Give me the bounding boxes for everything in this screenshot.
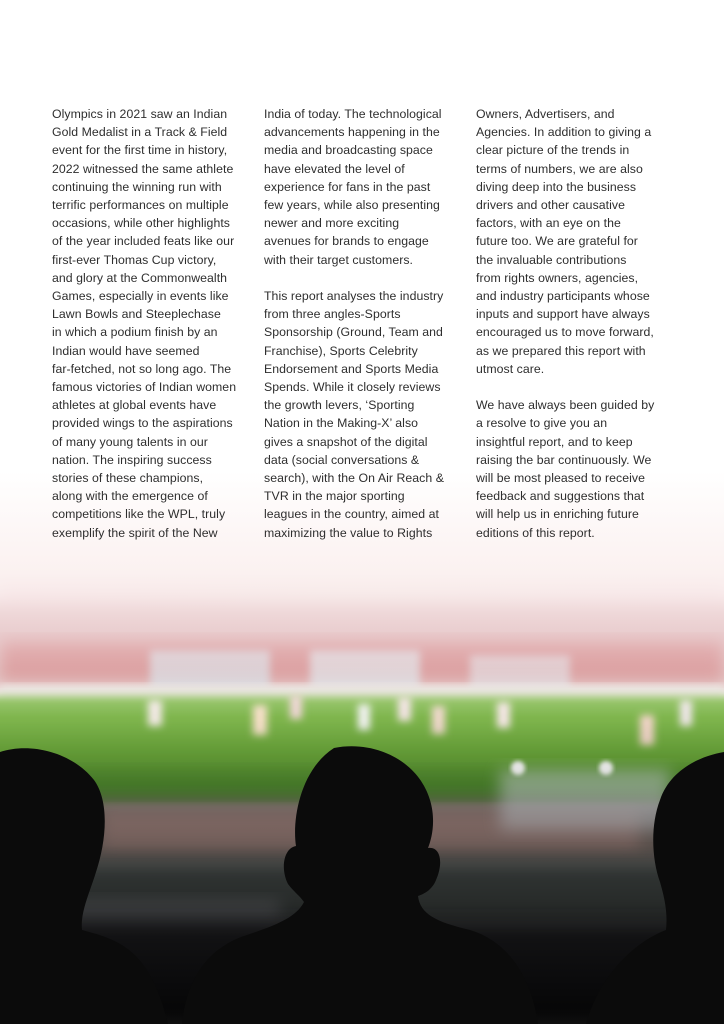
text-column-2 [264,105,462,542]
paragraph: Owners, Advertisers, and Agencies. In addition to giving a clear picture of the trends in terms of numbers, we are also diving deep into the business drivers and other causative factors, with an eye on the future too. We are grateful for the invaluable contributions from rights owners, agencies, and industry participants whose inputs and support have always encouraged us to move forward, as we prepared this report with utmost care. [476,107,654,376]
intro-text-columns [52,105,672,550]
paragraph: India of today. The technological advancements happening in the media and broadcasting space have elevated the level of experience for fans in the past few years, while also presenting newer and more exciting avenues for brands to engage with their target customers. [264,107,442,267]
paragraph: We have always been guided by a resolve to give you an insightful report, and to keep raising the bar continuously. We will be most pleased to receive feedback and suggestions that will help us in enriching future editions of this report. [476,398,655,540]
text-column-3 [476,105,674,542]
text-column-1 [52,105,250,542]
paragraph: This report analyses the industry from three angles-Sports Sponsorship (Ground, Team and Franchise), Sports Celebrity Endorsement and Sports Media Spends. While it closely reviews the growth levers, ‘Sporting Nation in the Making-X’ also gives a snapshot of the digital data (social conversations & search), with the On Air Reach & TVR in the major sporting leagues in the country, aimed at maximizing the value to Rights [264,289,444,540]
paragraph: Olympics in 2021 saw an Indian Gold Medalist in a Track & Field event for the first time in history, 2022 witnessed the same athlete continuing the winning run with terrific performances on multiple occasions, while other highlights of the year included feats like our first-ever Thomas Cup victory, and glory at the Commonwealth Games, especially in events like Lawn Bowls and Steeplechase in which a podium finish by an Indian would have seemed far-fetched, not so long ago. The famous victories of Indian women athletes at global events have provided wings to the aspirations of many young talents in our nation. The inspiring success stories of these champions, along with the emergence of competitions like the WPL, truly exemplify the spirit of the New [52,107,237,540]
